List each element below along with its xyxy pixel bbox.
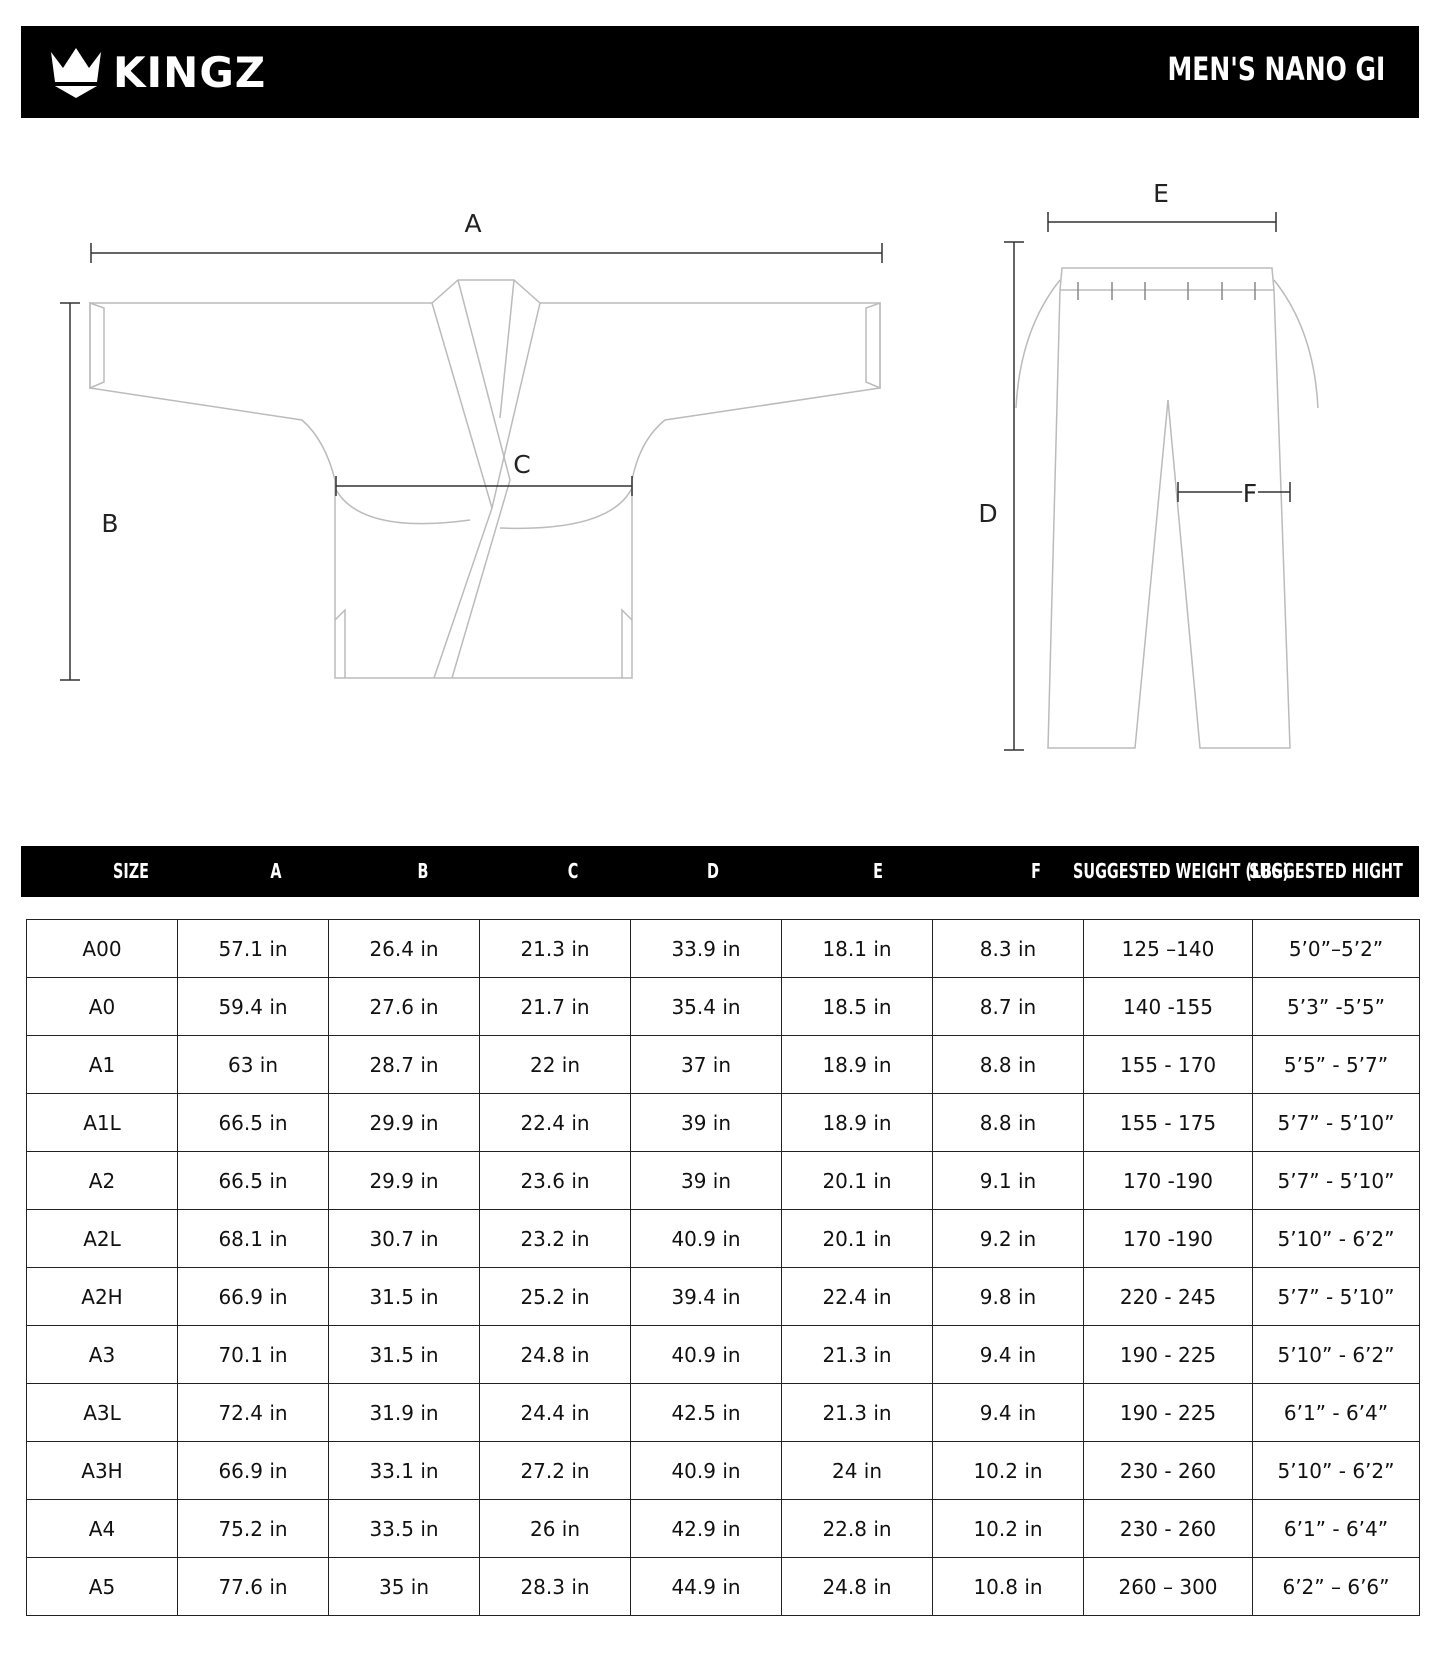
- table-cell: 5’5” - 5’7”: [1253, 1036, 1420, 1094]
- table-cell: 39 in: [631, 1152, 782, 1210]
- table-cell: 5’0”–5’2”: [1253, 920, 1420, 978]
- label-a: A: [464, 209, 482, 238]
- table-cell: 22.8 in: [782, 1500, 933, 1558]
- table-cell: 260 – 300: [1084, 1558, 1253, 1616]
- size-cell: A0: [27, 978, 178, 1036]
- table-cell: 25.2 in: [480, 1268, 631, 1326]
- table-cell: 23.2 in: [480, 1210, 631, 1268]
- col-header-f: F: [1031, 859, 1041, 883]
- table-cell: 77.6 in: [178, 1558, 329, 1616]
- table-cell: 35.4 in: [631, 978, 782, 1036]
- table-cell: 5’7” - 5’10”: [1253, 1268, 1420, 1326]
- size-cell: A3L: [27, 1384, 178, 1442]
- table-cell: 20.1 in: [782, 1210, 933, 1268]
- table-row: [27, 1558, 1420, 1616]
- table-cell: 40.9 in: [631, 1210, 782, 1268]
- size-chart-table: [26, 919, 1420, 1616]
- table-cell: 75.2 in: [178, 1500, 329, 1558]
- table-row: [27, 1442, 1420, 1500]
- table-cell: 59.4 in: [178, 978, 329, 1036]
- table-cell: 72.4 in: [178, 1384, 329, 1442]
- col-header-weight: SUGGESTED WEIGHT (LBS): [1073, 859, 1290, 883]
- table-cell: 24 in: [782, 1442, 933, 1500]
- table-cell: 22.4 in: [480, 1094, 631, 1152]
- size-cell: A2L: [27, 1210, 178, 1268]
- table-row: [27, 920, 1420, 978]
- product-title: MEN'S NANO GI: [1167, 50, 1385, 88]
- size-cell: A4: [27, 1500, 178, 1558]
- table-cell: 66.5 in: [178, 1094, 329, 1152]
- size-cell: A2H: [27, 1268, 178, 1326]
- table-cell: 190 - 225: [1084, 1326, 1253, 1384]
- crown-icon: [49, 46, 103, 98]
- size-cell: A1L: [27, 1094, 178, 1152]
- table-cell: 40.9 in: [631, 1442, 782, 1500]
- table-cell: 42.9 in: [631, 1500, 782, 1558]
- table-cell: 9.4 in: [933, 1326, 1084, 1384]
- col-header-b: B: [417, 859, 429, 883]
- table-cell: 170 -190: [1084, 1210, 1253, 1268]
- table-cell: 10.2 in: [933, 1442, 1084, 1500]
- table-row: [27, 1384, 1420, 1442]
- table-row: [27, 1500, 1420, 1558]
- table-cell: 140 -155: [1084, 978, 1253, 1036]
- table-cell: 44.9 in: [631, 1558, 782, 1616]
- table-cell: 33.1 in: [329, 1442, 480, 1500]
- table-cell: 29.9 in: [329, 1094, 480, 1152]
- col-header-height: SUGGESTED HIGHT: [1249, 859, 1403, 883]
- table-cell: 6’1” - 6’4”: [1253, 1384, 1420, 1442]
- label-e: E: [1153, 179, 1169, 208]
- table-cell: 21.3 in: [782, 1326, 933, 1384]
- size-cell: A2: [27, 1152, 178, 1210]
- size-cell: A5: [27, 1558, 178, 1616]
- col-header-d: D: [707, 859, 719, 883]
- label-c: C: [513, 450, 531, 479]
- table-cell: 5’7” - 5’10”: [1253, 1094, 1420, 1152]
- table-cell: 155 - 170: [1084, 1036, 1253, 1094]
- table-cell: 8.3 in: [933, 920, 1084, 978]
- brand-logo: [49, 44, 266, 100]
- table-cell: 27.2 in: [480, 1442, 631, 1500]
- table-row: [27, 1152, 1420, 1210]
- table-row: [27, 1210, 1420, 1268]
- table-cell: 31.5 in: [329, 1268, 480, 1326]
- table-cell: 8.8 in: [933, 1094, 1084, 1152]
- table-cell: 24.8 in: [782, 1558, 933, 1616]
- table-cell: 5’10” - 6’2”: [1253, 1326, 1420, 1384]
- table-cell: 37 in: [631, 1036, 782, 1094]
- table-cell: 20.1 in: [782, 1152, 933, 1210]
- size-cell: A3: [27, 1326, 178, 1384]
- table-cell: 27.6 in: [329, 978, 480, 1036]
- table-cell: 10.2 in: [933, 1500, 1084, 1558]
- gi-measurement-diagram: [0, 150, 1440, 770]
- table-cell: 21.3 in: [480, 920, 631, 978]
- table-cell: 66.9 in: [178, 1442, 329, 1500]
- table-cell: 23.6 in: [480, 1152, 631, 1210]
- table-cell: 5’10” - 6’2”: [1253, 1442, 1420, 1500]
- table-cell: 29.9 in: [329, 1152, 480, 1210]
- table-cell: 63 in: [178, 1036, 329, 1094]
- table-cell: 155 - 175: [1084, 1094, 1253, 1152]
- table-cell: 39.4 in: [631, 1268, 782, 1326]
- table-cell: 190 - 225: [1084, 1384, 1253, 1442]
- table-cell: 66.9 in: [178, 1268, 329, 1326]
- table-row: [27, 1036, 1420, 1094]
- size-cell: A00: [27, 920, 178, 978]
- table-cell: 9.1 in: [933, 1152, 1084, 1210]
- table-row: [27, 1268, 1420, 1326]
- brand-name: KINGZ: [113, 47, 267, 97]
- table-cell: 26.4 in: [329, 920, 480, 978]
- col-header-size: SIZE: [112, 859, 149, 883]
- table-cell: 31.9 in: [329, 1384, 480, 1442]
- table-cell: 18.9 in: [782, 1036, 933, 1094]
- col-header-e: E: [873, 859, 883, 883]
- col-header-a: A: [270, 859, 282, 883]
- table-cell: 230 - 260: [1084, 1442, 1253, 1500]
- table-cell: 40.9 in: [631, 1326, 782, 1384]
- table-cell: 125 –140: [1084, 920, 1253, 978]
- table-cell: 5’3” -5’5”: [1253, 978, 1420, 1036]
- table-cell: 18.1 in: [782, 920, 933, 978]
- table-row: [27, 1326, 1420, 1384]
- table-cell: 6’2” – 6’6”: [1253, 1558, 1420, 1616]
- table-cell: 39 in: [631, 1094, 782, 1152]
- table-cell: 18.9 in: [782, 1094, 933, 1152]
- table-cell: 35 in: [329, 1558, 480, 1616]
- table-cell: 33.5 in: [329, 1500, 480, 1558]
- table-cell: 22 in: [480, 1036, 631, 1094]
- table-cell: 10.8 in: [933, 1558, 1084, 1616]
- table-cell: 6’1” - 6’4”: [1253, 1500, 1420, 1558]
- col-header-c: C: [567, 859, 579, 883]
- table-cell: 5’7” - 5’10”: [1253, 1152, 1420, 1210]
- table-cell: 57.1 in: [178, 920, 329, 978]
- label-d: D: [978, 499, 998, 528]
- table-cell: 8.8 in: [933, 1036, 1084, 1094]
- size-cell: A1: [27, 1036, 178, 1094]
- table-cell: 21.3 in: [782, 1384, 933, 1442]
- table-cell: 42.5 in: [631, 1384, 782, 1442]
- size-cell: A3H: [27, 1442, 178, 1500]
- table-cell: 21.7 in: [480, 978, 631, 1036]
- label-b: B: [101, 509, 119, 538]
- table-cell: 30.7 in: [329, 1210, 480, 1268]
- table-cell: 170 -190: [1084, 1152, 1253, 1210]
- label-f: F: [1242, 479, 1258, 508]
- table-cell: 9.8 in: [933, 1268, 1084, 1326]
- table-cell: 33.9 in: [631, 920, 782, 978]
- table-header-bar: [21, 846, 1419, 897]
- table-cell: 26 in: [480, 1500, 631, 1558]
- table-cell: 28.7 in: [329, 1036, 480, 1094]
- table-cell: 5’10” - 6’2”: [1253, 1210, 1420, 1268]
- table-cell: 24.8 in: [480, 1326, 631, 1384]
- table-cell: 9.2 in: [933, 1210, 1084, 1268]
- table-cell: 230 - 260: [1084, 1500, 1253, 1558]
- table-row: [27, 1094, 1420, 1152]
- table-cell: 28.3 in: [480, 1558, 631, 1616]
- table-cell: 9.4 in: [933, 1384, 1084, 1442]
- table-cell: 70.1 in: [178, 1326, 329, 1384]
- table-cell: 31.5 in: [329, 1326, 480, 1384]
- table-cell: 22.4 in: [782, 1268, 933, 1326]
- table-row: [27, 978, 1420, 1036]
- table-cell: 66.5 in: [178, 1152, 329, 1210]
- table-cell: 8.7 in: [933, 978, 1084, 1036]
- table-cell: 18.5 in: [782, 978, 933, 1036]
- table-cell: 220 - 245: [1084, 1268, 1253, 1326]
- table-cell: 24.4 in: [480, 1384, 631, 1442]
- table-cell: 68.1 in: [178, 1210, 329, 1268]
- header-bar: [21, 26, 1419, 118]
